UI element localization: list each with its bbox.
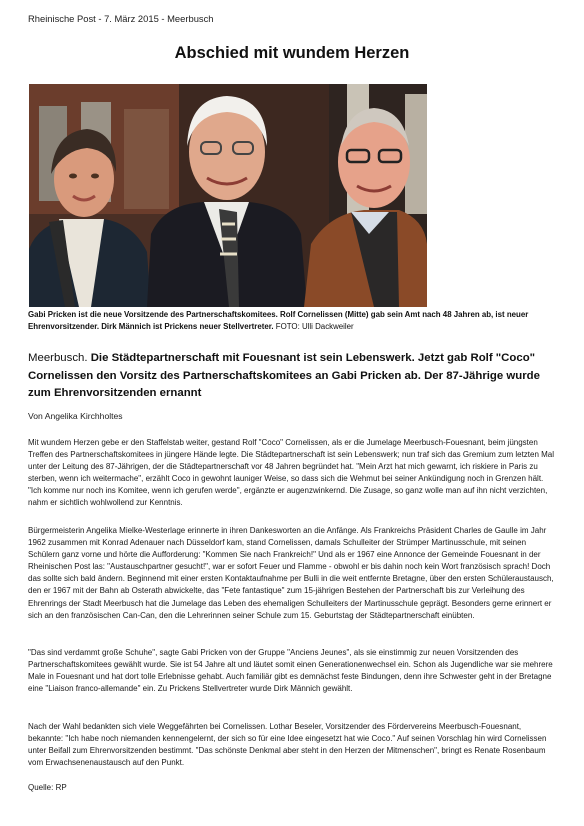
- publication-source-line: Rheinische Post - 7. März 2015 - Meerbusch: [28, 13, 214, 24]
- article-byline: Von Angelika Kirchholtes: [28, 411, 123, 421]
- photo-three-people: [29, 84, 427, 307]
- article-lead: [28, 350, 548, 403]
- article-source-credit: Quelle: RP: [28, 783, 67, 792]
- article-paragraph-1: Mit wundem Herzen gebe er den Staffelstab weiter, gestand Rolf "Coco" Cornelissen, als er die Jumelage Meerbusch-Fouesnant, beim jüngsten Treffen des Partnerschaftskomitees in jüngere Hände legte. Die Städtepartnerschaft ist sein Lebenswerk; nun traf sich das Gremium zum letzten Mal unter der Leitung des 87-Jährigen, der die Städtepartnerschaft vor 48 Jahren begründet hat. "Mein Arzt hat mich gewarnt, ich riskiere in Paris zu sterben, wenn ich weitermache", erzählt Coco in gewohnt launiger Weise, so dass sich die Wehmut bei seiner Ankündigung noch in Grenzen hält. "Ich komme nur noch ins Komitee, wenn ich gerufen werde", ergänzte er augenzwinkernd. Die Zusage, so ganz wolle man auf ihn nicht verzichten, nahm er sichtlich wohlwollend zur Kenntnis.: [28, 438, 555, 508]
- caption-text: Gabi Pricken ist die neue Vorsitzende des Partnerschaftskomitees. Rolf Cornelissen (Mitte) gab sein Amt nach 48 Jahren ab, ist neuer Ehrenvorsitzender. Dirk Männich ist Prickens neuer Stellvertreter.: [28, 310, 529, 331]
- article-photo: [29, 84, 427, 307]
- article-headline: Abschied mit wundem Herzen: [174, 44, 410, 62]
- photo-caption: [28, 309, 556, 333]
- article-paragraph-3: "Das sind verdammt große Schuhe", sagte Gabi Pricken von der Gruppe "Anciens Jeunes", als sie einstimmig zur neuen Vorsitzenden des Partnerschaftskomitees gewählt wurde. Sie ist 54 Jahre alt und läutet somit einen Generationenwechsel ein. Schon als Jugendliche war sie mehrere Male in Fouesnant und hat dort tolle Erlebnisse gehabt. Auch familiär gibt es demnächst feste Bindungen, denn ihre Schwester geht in der Bretagne eine "Liaison franco-allemande" ein. Zu Prickens Stellvertreter wurde Dirk Männich gewählt.: [28, 648, 553, 694]
- lead-dateline: Meerbusch.: [28, 352, 88, 364]
- article-paragraph-2: Bürgermeisterin Angelika Mielke-Westerlage erinnerte in ihren Dankesworten an die Anfänge. Als Frankreichs Präsident Charles de Gaulle im Jahr 1962 zusammen mit Konrad Adenauer nach Düsseldorf kam, stand Cornelissen, damals Schulleiter der Strümper Martinusschule, mit seinen Schülern ganz vorne und hörte die Aufforderung: "Kommen Sie nach Frankreich!" Und als er 1967 eine Annonce der Gemeinde Fouesnant in der Rheinischen Post las: "Austauschpartner gesucht!", war er sofort Feuer und Flamme - obwohl er bis dahin noch kein Wort französisch sprach! Doch das sollte sich bald ändern. Beginnend mit einer ersten Kontaktaufnahme per Bulli in die weit entfernte Bretagne, über den ersten Schüleraustausch, den er 1967 mit der Bahn ab Osterath abwickelte, das "Fete fantastique" zum 15-jährigen Bestehen der Partnerschaft bis zur Verleihung des Ehrenrings der Stadt Meerbusch hat die Jumelage das Leben des ehemaligen Schulleiters der Martinusschule geprägt. Besonders gerne erinnert er sich an den französischen Can-Can, den die Lehrerinnen seiner Schule zum 15. Geburtstag der Städtepartnerschaft einübten.: [28, 526, 554, 620]
- photo-credit: FOTO: Ulli Dackweiler: [275, 322, 354, 331]
- article-paragraph-4: Nach der Wahl bedankten sich viele Weggefährten bei Cornelissen. Lothar Beseler, Vorsitzender des Fördervereins Meerbusch-Fouesnant, bekannte: "Ich habe noch niemanden kennengelernt, der sich so für eine Idee eingesetzt hat wie Coco." Auf seinen Vorschlag hin wird Cornelissen unter Beifall zum Ehrenvorsitzenden bestimmt. "Das schönste Denkmal aber steht in den Herzen der Mitmenschen", bringt es Renate Rosenbaum vom Erwachsenenaustausch auf den Punkt.: [28, 722, 547, 768]
- lead-text: Die Städtepartnerschaft mit Fouesnant ist sein Lebenswerk. Jetzt gab Rolf "Coco" Cornelissen den Vorsitz des Partnerschaftskomitees an Gabi Pricken ab. Der 87-Jährige wurde zum Ehrenvorsitzenden ernannt: [28, 352, 540, 400]
